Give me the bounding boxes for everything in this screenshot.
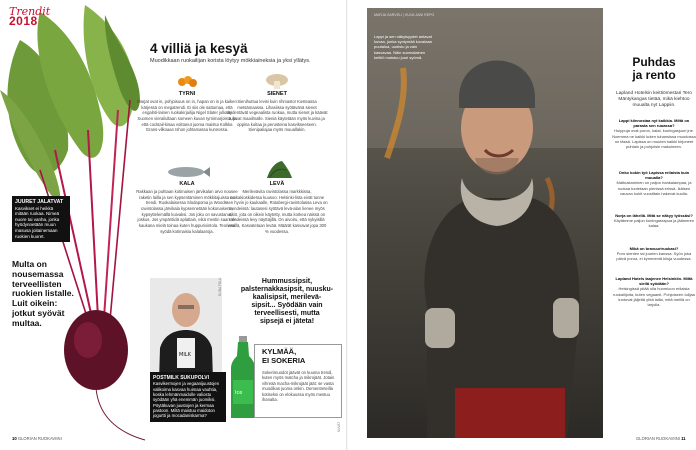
juuret-title: JUURET JALATVAT bbox=[15, 199, 64, 205]
sea-buckthorn-image bbox=[176, 73, 198, 89]
postmilk-title: POSTMILK SUKUPOLVI bbox=[153, 375, 210, 381]
multa-line: jotkut syövät bbox=[12, 307, 65, 318]
qa-answer: Helsingissä pitää olla huomioon erilaisia ruokailijoita, kuten vegaanit. Pohjoiseen tulijaa tuntuvat jäljeltä yhtä lailla, mitä meillä on tarjolla. bbox=[613, 286, 695, 307]
magazine-name-right: GLORIAN RUOKAVIINI bbox=[636, 436, 680, 441]
hummus-line: sipsit... Syödään vain bbox=[251, 302, 323, 310]
food-name-kala: KALA bbox=[179, 181, 195, 187]
fish-image bbox=[166, 165, 210, 179]
qa-answer: Käytämme paljon kuningasrapua ja jäämeren kalaa. bbox=[613, 218, 695, 229]
svg-text:Ice: Ice bbox=[235, 390, 243, 396]
year-label: 2018 bbox=[9, 14, 38, 28]
juuret-text: Kasvikset ei heikkä mitään ruokaa. Nimeä nuore tai vanha, jonka hyödynnetään muun masusa joitainemaan ruokien kuoret. bbox=[15, 205, 60, 239]
right-headline-line: Puhdas bbox=[632, 55, 676, 69]
qa-item bbox=[612, 276, 696, 307]
article-subhead: Muodikkaan ruokailijan korista löytyy mökkiaineksia ja yksi yllätys. bbox=[150, 58, 311, 64]
food-name-sienet: SIENET bbox=[267, 91, 287, 97]
qa-answer: Huippuja ovat poron, kalat, kuningasjuuri jne. Noemma ne kaikki kuten tuhansissa muodossa on tässä. Lapissa on muuten kaikki kirjoneet puhtain ja pohjoisin makuineen. bbox=[612, 128, 696, 149]
hummus-line: Hummussipsit, palsternakkasipsit, nuusku- bbox=[240, 278, 334, 294]
postmilk-tag bbox=[150, 372, 226, 422]
multa-line: Multa on bbox=[12, 259, 47, 269]
qa-question: Norja on lähellä. Mitä se näkyy työssäsi? bbox=[615, 213, 693, 218]
qa-item bbox=[612, 213, 696, 229]
multa-line: ruokien listalle. bbox=[12, 288, 74, 299]
magazine-name-left: GLORIAN RUOKAVIINI bbox=[17, 436, 62, 441]
multa-line: multaa. bbox=[12, 317, 42, 328]
right-intro: Lapland Hotelsin keittiömestari Tero Mäntykangas tietää, mikä kiehtoo muualta nyt Lappiin. bbox=[616, 91, 692, 109]
page-number-right: 11 bbox=[681, 436, 686, 441]
multa-quote bbox=[12, 260, 74, 328]
side-label: KUVAT bbox=[337, 421, 341, 432]
hummus-quote bbox=[232, 278, 342, 326]
ice-tea-bottle-image bbox=[229, 336, 257, 420]
qa-item bbox=[612, 246, 696, 262]
chef-photo bbox=[367, 8, 603, 438]
seaweed-image bbox=[262, 158, 296, 180]
food-text-kala: Rakkaan ja puhtaan kotimaisen järvikalan arvo nousee raketin lailla ja sen kypsentäminen mökkitajuissa on trendi. Ruokalaisessa Slodapoma ja Woods-ravintolassa järvikala kypsennetään kokonaisena, kypsyttelemällä kuivaksi. Jos joku on savustanut, joskus. Jos ympäröidä aplattain, eikä mestin saan ole kaukana mielä toinaa kuten huppurivintola. Teoriasa syödä kotimaisia kalalaaroja. bbox=[136, 189, 238, 234]
juuret-tag bbox=[12, 196, 70, 242]
qa-question: Onko kokin työ Lapissa erilaista kuin muualla? bbox=[618, 170, 690, 181]
mushroom-image bbox=[264, 72, 290, 90]
multa-line: nousemassa bbox=[12, 268, 64, 279]
food-text-leva: Merilevävita ravintolassa markkkissa, ruokakioskidessa kuusoo. Helsinki-lista eivät tunne sen hyvin jo kaukaalle, Rotabergi-ravintolassa Leva on trendeissä: lautasesi syötävä levä-alan lienee myös sikiö, jota on oikein käytetty, mutta korkea näissä on trendeissä levy näyttäjillä. On aivoiru, että nykyisillä vesillä, Kasvatetaan levää. Määrät kasvavat jopa 300 % vuodessa. bbox=[226, 189, 328, 234]
article-headline: 4 villiä ja kesyä bbox=[150, 41, 248, 56]
multa-line: Luit oikein: bbox=[12, 298, 58, 309]
hummus-line: terveellisesti, mutta bbox=[254, 310, 320, 318]
folio-right bbox=[636, 436, 686, 441]
qa-item bbox=[612, 170, 696, 196]
right-headline bbox=[614, 56, 694, 81]
postmilk-text: Kasvikermojen ja vegaanijuustojen valikoima kasvaa huimaa vauhtia, koska lehmänmaidolle valiostu syödään yhä enemmän juomiksi. Pöytäkuvan juustojen ja kermaa pastoon. Miltä maistuu maidoton jogurtti ja mocadaniskarma? bbox=[153, 381, 220, 419]
qa-answer: Matkustaminen on paljon hankalampaa, ja ruokaa tuotetaan pienissä erissä. Ikäisen vauvan kokit vuosittain hakevat kuulla. bbox=[616, 180, 692, 196]
brand-top: Trendit bbox=[9, 5, 51, 18]
kylma-text: Sokerimuodot jäävät on kuuma trendi, kuten myös matcha ja mikrojäät. Jotain vihreää macha-mikrojäät jäät: se vasta muodikas juoma onkin. Dementreteilla kotiseksi on elokuussa myös mestuu ihanalta. bbox=[262, 370, 335, 403]
qa-answer: Poro sienten tai juurien kanssa. Syön joka päivä poroa, ei kymmeniä kiloja vuodessa. bbox=[616, 251, 692, 262]
right-headline-line: ja rento bbox=[632, 67, 676, 82]
hummus-line: kaalisipsit, merilevä- bbox=[252, 294, 322, 302]
folio-left bbox=[12, 436, 62, 441]
hummus-line: sipsejä ei jäteta! bbox=[259, 318, 315, 326]
food-text-tyrni: Marjat ovat in, pohjoisuus on in, hapan on in ja kaiken kärjessä on megatrendi. Ei siis ole sattumaa, että engalnti-lainen ruokakirjailija Nigel Slater julkaisi Suomen vierailultaan someen kuvan tyrnimarjoista, ja että cocktail-kisaa voittanut juoma maistui Kolkka Grans-vilkoaan Ishon johtamassa kunnossa. bbox=[137, 99, 237, 133]
kylma-title bbox=[262, 347, 337, 365]
qa-question: Mikä on bravuuriruokasi? bbox=[629, 246, 679, 251]
svg-text:MILK: MILK bbox=[179, 352, 191, 358]
chef-illustration bbox=[367, 8, 603, 438]
qa-item bbox=[612, 118, 696, 149]
qa-question: Lappi kiinnostaa nyt kaikkia. Miltä on parasta sen ruoassa? bbox=[618, 118, 690, 129]
photo-caption: Lappi ja sen näkyisyydet antavat kovaa, jonka syntymää kuvataan puutaloa, uudistu ja vain kasvavaa. Näin suomalainen keittiö maistuu juuri syömä. bbox=[374, 34, 433, 60]
photo-credit-right: MARJA SARVELI | KUVA JANI REPO bbox=[374, 13, 435, 17]
photo-credit: ELINA FÄLLI bbox=[218, 277, 222, 296]
food-name-tyrni: TYRNI bbox=[178, 91, 196, 97]
qa-question: Lapland Hotels laajenee Helsinkiin. Miltä siellä syödään? bbox=[615, 276, 693, 287]
page-number-left: 10 bbox=[12, 436, 17, 441]
kylma-title-line: KYLMÄÄ, bbox=[262, 347, 297, 356]
multa-line: terveellisten bbox=[12, 278, 62, 289]
food-text-sienet: Sienihuttua levisi kuin rihmasto! Kosteassa metsämaassa. Lihasiissa syötävänä sienet täydentävät vegeaalista ruokaa, mutta sienet ja käävät tulevat maailmalle. Sieniä käytetään myös kuvina ja oppina kultaa ja perusteina kasvikseeseen. Sienipaliajaa myös muuallakin. bbox=[226, 99, 328, 133]
food-name-leva: LEVÄ bbox=[269, 181, 285, 187]
kylma-title-line: EI SOKERIA bbox=[262, 356, 306, 365]
